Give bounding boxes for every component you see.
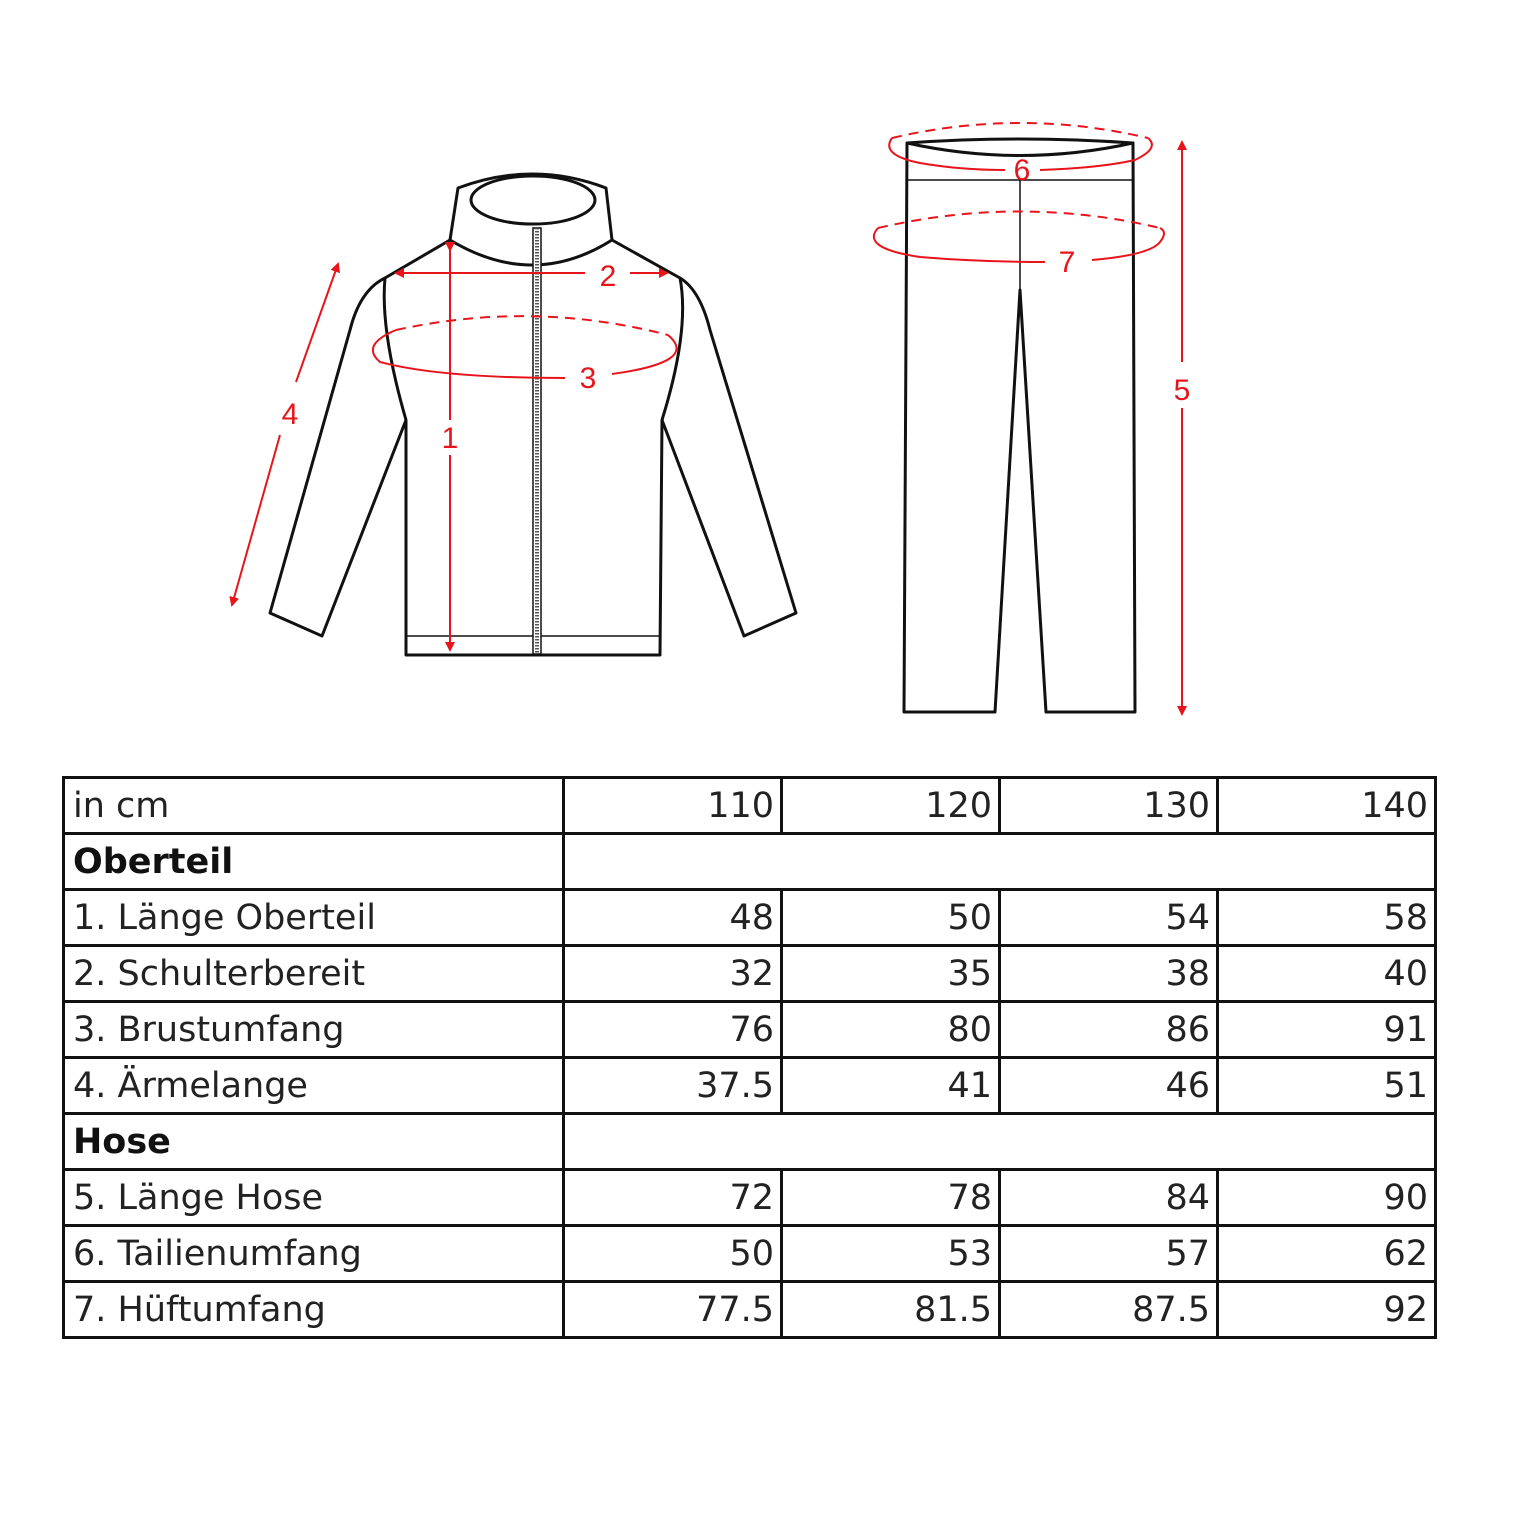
- row-label: 3. Brustumfang: [64, 1002, 564, 1058]
- cell-value: 48: [564, 890, 782, 946]
- measure-label-3: 3: [579, 362, 597, 395]
- cell-value: 41: [782, 1058, 1000, 1114]
- cell-value: 91: [1218, 1002, 1436, 1058]
- cell-value: 77.5: [564, 1282, 782, 1338]
- measure-label-1: 1: [441, 422, 459, 455]
- cell-value: 35: [782, 946, 1000, 1002]
- cell-value: 40: [1218, 946, 1436, 1002]
- measure-label-4: 4: [281, 398, 299, 431]
- cell-value: 76: [564, 1002, 782, 1058]
- cell-value: 50: [782, 890, 1000, 946]
- cell-value: 90: [1218, 1170, 1436, 1226]
- cell-value: 53: [782, 1226, 1000, 1282]
- cell-value: 80: [782, 1002, 1000, 1058]
- section-title: Hose: [64, 1114, 564, 1170]
- cell-value: 81.5: [782, 1282, 1000, 1338]
- section-row: [64, 834, 1436, 890]
- measure-label-6: 6: [1013, 154, 1031, 187]
- section-spacer: [564, 1114, 1436, 1170]
- zipper: [533, 228, 541, 654]
- cell-value: 58: [1218, 890, 1436, 946]
- size-header: 140: [1218, 778, 1436, 834]
- row-label: 2. Schulterbereit: [64, 946, 564, 1002]
- size-header: 120: [782, 778, 1000, 834]
- cell-value: 57: [1000, 1226, 1218, 1282]
- cell-value: 38: [1000, 946, 1218, 1002]
- cell-value: 86: [1000, 1002, 1218, 1058]
- pants-drawing: [904, 139, 1135, 712]
- table-row: [64, 946, 1436, 1002]
- cell-value: 78: [782, 1170, 1000, 1226]
- row-label: 7. Hüftumfang: [64, 1282, 564, 1338]
- section-row: [64, 1114, 1436, 1170]
- cell-value: 51: [1218, 1058, 1436, 1114]
- table-row: [64, 1226, 1436, 1282]
- section-spacer: [564, 834, 1436, 890]
- size-table: [62, 776, 1437, 1339]
- unit-label: in cm: [64, 778, 564, 834]
- cell-value: 62: [1218, 1226, 1436, 1282]
- cell-value: 72: [564, 1170, 782, 1226]
- jacket-collar-opening: [471, 176, 595, 224]
- table-row: [64, 890, 1436, 946]
- table-row: [64, 1002, 1436, 1058]
- table-row: [64, 1058, 1436, 1114]
- row-label: 6. Tailienumfang: [64, 1226, 564, 1282]
- cell-value: 84: [1000, 1170, 1218, 1226]
- table-header-row: [64, 778, 1436, 834]
- cell-value: 46: [1000, 1058, 1218, 1114]
- cell-value: 54: [1000, 890, 1218, 946]
- cell-value: 50: [564, 1226, 782, 1282]
- row-label: 1. Länge Oberteil: [64, 890, 564, 946]
- table-row: [64, 1170, 1436, 1226]
- measure-5-length-pants: [1174, 142, 1191, 714]
- row-label: 4. Ärmelange: [64, 1058, 564, 1114]
- row-label: 5. Länge Hose: [64, 1170, 564, 1226]
- measure-label-2: 2: [599, 260, 617, 293]
- measure-label-7: 7: [1058, 246, 1076, 279]
- cell-value: 37.5: [564, 1058, 782, 1114]
- measure-label-5: 5: [1173, 374, 1191, 407]
- cell-value: 87.5: [1000, 1282, 1218, 1338]
- table-row: [64, 1282, 1436, 1338]
- cell-value: 32: [564, 946, 782, 1002]
- size-header: 130: [1000, 778, 1218, 834]
- size-header: 110: [564, 778, 782, 834]
- section-title: Oberteil: [64, 834, 564, 890]
- cell-value: 92: [1218, 1282, 1436, 1338]
